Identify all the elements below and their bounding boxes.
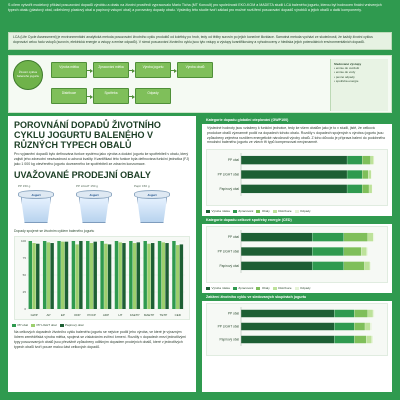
y-category-label: PP obal bbox=[227, 158, 239, 163]
stacked-bar-segment bbox=[370, 323, 371, 331]
flow-node: Výroba obalů bbox=[177, 62, 213, 78]
ced-chart bbox=[206, 226, 388, 283]
stacked-bar-segment bbox=[369, 185, 372, 194]
lifecycle-circle: Životní cyklus baleného jogurtu bbox=[13, 60, 43, 90]
bar bbox=[86, 241, 89, 309]
x-tick-label: CED bbox=[174, 313, 181, 318]
x-tick-label: AP bbox=[46, 313, 51, 318]
stacked-bar-segment bbox=[344, 262, 365, 271]
x-tick-label: TETP bbox=[159, 313, 168, 318]
bar bbox=[118, 243, 121, 310]
legend-item bbox=[233, 209, 254, 213]
stacked-bar-segment bbox=[370, 262, 371, 271]
y-category-label: Papírový obal bbox=[219, 337, 239, 342]
stacked-bar-segment bbox=[334, 310, 354, 318]
legend-swatch bbox=[273, 287, 277, 290]
bar bbox=[180, 245, 183, 310]
legend-label: PP LIGHT obal bbox=[36, 323, 57, 328]
legend-label: Odpady bbox=[300, 286, 311, 291]
left-paragraph: Pro vyjasnění dopadů bylo definována funkce systému jako výroba a dodání jogurtu ke spotřebiteli v obalu, který zajistí jeho zdravotní nezávadnost a uchová kvality. Kvantifikaci této funkce byla definována funkční jednotka (FJ) jako 1 000 kg otevřeného jogurtu dovezeného ke spotřebiteli ze zdravím konzumace. bbox=[14, 152, 190, 166]
bar bbox=[47, 243, 50, 310]
stacked-bar-segment bbox=[365, 323, 370, 331]
yogurt-cup-icon bbox=[18, 190, 54, 224]
right-column bbox=[202, 116, 392, 392]
legend-label: Zpracování bbox=[238, 209, 254, 214]
bar bbox=[158, 241, 161, 309]
legend-swatch bbox=[233, 210, 237, 213]
stacked-bar-segment bbox=[362, 156, 370, 165]
stacked-bar-segment bbox=[241, 310, 334, 318]
stacked-bar-segment bbox=[312, 233, 344, 242]
legend-item bbox=[60, 323, 84, 327]
output-item: • emise do ovzduší bbox=[334, 66, 360, 71]
legend-item bbox=[12, 323, 28, 327]
legend-swatch bbox=[256, 287, 260, 290]
x-tick-label: ADP bbox=[102, 313, 110, 318]
x-tick-label: HT bbox=[118, 313, 123, 318]
stacked-bar-segment bbox=[367, 247, 368, 256]
legend-swatch bbox=[206, 287, 210, 290]
cup-label: Papír 150 g bbox=[134, 184, 150, 189]
stacked-bar-segment bbox=[241, 336, 334, 344]
stacked-bar-segment bbox=[368, 233, 374, 242]
x-tick-label: EP bbox=[60, 313, 65, 318]
ced-header: Kategorie dopadu celkové spotřeby energie (CED) bbox=[202, 216, 392, 224]
bar bbox=[36, 244, 39, 309]
bar bbox=[94, 242, 97, 309]
legend-label: Výroba mléka bbox=[211, 286, 230, 291]
bar bbox=[104, 244, 107, 309]
legend-item bbox=[273, 209, 292, 213]
bar bbox=[133, 243, 136, 309]
y-tick-label: 50 bbox=[22, 273, 26, 278]
legend-item bbox=[256, 209, 269, 213]
legend-swatch bbox=[31, 324, 35, 327]
cup-lid-brand: Jogurt bbox=[76, 190, 112, 199]
stacked-bar-segment bbox=[362, 170, 368, 179]
flow-arrow bbox=[87, 96, 91, 97]
output-item: • emise do vody bbox=[334, 70, 356, 75]
y-tick-label: 100 bbox=[20, 239, 26, 244]
stacked-bar-segment bbox=[241, 233, 312, 242]
y-tick-label: 25 bbox=[22, 290, 26, 295]
flow-arrow bbox=[129, 96, 133, 97]
legend-item bbox=[295, 209, 311, 213]
legend-swatch bbox=[273, 210, 277, 213]
bar bbox=[32, 243, 35, 309]
stacked-bar-segment bbox=[354, 310, 367, 318]
y-category-label: PP obal bbox=[227, 311, 239, 316]
stacked-bar-segment bbox=[241, 323, 334, 331]
legend-swatch bbox=[233, 287, 237, 290]
legend-label: Obaly bbox=[261, 209, 270, 214]
stacked-bar-segment bbox=[368, 310, 373, 318]
legend-item bbox=[206, 286, 230, 290]
left-title: POROVNÁNÍ DOPADŮ ŽIVOTNÍHO CYKLU JOGURTU BALENÉHO V RŮZNÝCH TYPECH OBALŮ bbox=[14, 120, 161, 150]
bar bbox=[79, 241, 82, 309]
stacked-bar-segment bbox=[354, 323, 365, 331]
intro-text: S cílem vytvořit modelový příklad posuzování dopadů výrobku a obalu na životní prostředí vypracovalo Mario Ticha (MT Koncult) pro společnosti EKO-KOM a MADETA studii LCA baleného jogurtu, kterou byl hodnocen finální vrstvených typech obalu (plastový obal, odlehčený plastový obal a papírový vstupní obal) a porovnány dopady obalu. Výsledky této studie tvoří základ pro možné rozšíření posuzování dopadů výrobků a jejich obalů o další komponenty. bbox=[8, 3, 382, 13]
bar bbox=[143, 241, 146, 309]
legend-item bbox=[256, 286, 269, 290]
y-category-label: PP LIGHT obal bbox=[217, 324, 239, 329]
legend-label: Zpracování bbox=[238, 286, 254, 291]
bar bbox=[72, 241, 75, 309]
cup-body bbox=[79, 197, 109, 223]
y-category-label: PP LIGHT obal bbox=[217, 249, 239, 254]
output-item: • pevné odpady bbox=[334, 74, 355, 79]
legend-item bbox=[31, 323, 57, 327]
burden-chart bbox=[206, 303, 388, 356]
y-tick-label: 0 bbox=[24, 307, 26, 312]
stacked-bar-segment bbox=[344, 233, 368, 242]
stacked-bar-segment bbox=[241, 156, 347, 165]
stacked-bar-segment bbox=[344, 247, 361, 256]
cup-label: PP LIGHT 150 g bbox=[76, 184, 98, 189]
y-category-label: PP obal bbox=[227, 235, 239, 240]
flow-arrow bbox=[87, 70, 91, 71]
flow-node: Výroba mléka bbox=[51, 62, 87, 78]
yogurt-cup-icon bbox=[134, 190, 170, 224]
stacked-bar-segment bbox=[368, 170, 371, 179]
stacked-bar-segment bbox=[347, 156, 362, 165]
stacked-bar-segment bbox=[334, 323, 354, 331]
legend-swatch bbox=[60, 324, 64, 327]
stacked-bar-segment bbox=[347, 185, 362, 194]
bar bbox=[147, 244, 150, 309]
legend-label: PP obal bbox=[17, 323, 28, 328]
bar bbox=[115, 241, 118, 309]
stacked-bar-segment bbox=[373, 233, 374, 242]
cup-label: PP 150 g bbox=[18, 184, 31, 189]
legend-label: Výroba mléka bbox=[211, 209, 230, 214]
outputs-title: Sledované výstupy bbox=[334, 62, 362, 66]
bar bbox=[151, 243, 154, 309]
y-category-label: PP LIGHT obal bbox=[217, 172, 239, 177]
impact-chart-caption: Dopady spojené se životním cyklem baleného jogurtu bbox=[14, 229, 95, 234]
bar bbox=[129, 241, 132, 309]
y-category-label: Papírový obal bbox=[219, 264, 239, 269]
legend-swatch bbox=[256, 210, 260, 213]
legend-label: Odpady bbox=[300, 209, 311, 214]
bar bbox=[65, 242, 68, 309]
stacked-bar-segment bbox=[347, 170, 362, 179]
flow-node: Zpracování mléka bbox=[93, 62, 129, 78]
legend-item bbox=[295, 286, 311, 290]
gwp-chart bbox=[206, 149, 388, 206]
stacked-bar-segment bbox=[373, 310, 374, 318]
x-tick-label: ODP bbox=[74, 313, 81, 318]
bar bbox=[137, 243, 140, 310]
legend-swatch bbox=[295, 287, 299, 290]
legend-item bbox=[273, 286, 292, 290]
left-footer-text: Na celkových dopadech životního cyklu baleného jogurtu se nejvíce podílí jeho výroba, ve které je výrazným lídrem zemědělská výroba mléka, spojená se získáváním zvířecí krmení. Rozdíly v dopadech mezi jednotlivými typy posuzovaných obalů jsou převážně způsobeny odlišným dopadem prodejních obalů, které v jednotlivých typech obalů tvoří pouze malou část celkových dopadů. bbox=[14, 330, 186, 349]
bar bbox=[29, 241, 32, 309]
flow-node: Spotřeba bbox=[93, 88, 129, 104]
left-column bbox=[8, 116, 196, 392]
x-tick-label: GWP bbox=[30, 313, 38, 318]
stacked-bar-segment bbox=[312, 262, 344, 271]
gwp-chart-legend bbox=[202, 208, 392, 214]
bar bbox=[50, 243, 53, 309]
ced-chart-legend bbox=[202, 285, 392, 291]
legend-swatch bbox=[206, 210, 210, 213]
legend-label: Distribuce bbox=[278, 286, 292, 291]
flow-arrow bbox=[171, 70, 175, 71]
bar bbox=[165, 243, 168, 309]
gwp-header: Kategorie dopadu globální oteplování (GWP100) bbox=[202, 116, 392, 124]
stacked-bar-segment bbox=[366, 336, 371, 344]
stacked-bar-segment bbox=[241, 262, 312, 271]
legend-item bbox=[233, 286, 254, 290]
bar bbox=[172, 241, 175, 309]
gwp-paragraph: Výsledné hodnoty jsou vztaženy k funkční jednotce, tedy ke všem obalům jako je to v studii, jistě, že celková produkce obalů významně podílí na dopadech tohoto obalu. Rozdíly v dopadech spojených s výrobou jogurtu jsou způsobeny zejména rozdílem energetické náročnosti výroby obalů. Z toho důvodu je příprava balení do podobného množství baleného jogurtu ze všech tří typů kompenzovat nevýznamně. bbox=[207, 126, 386, 145]
stacked-bar-segment bbox=[362, 185, 369, 194]
lca-definition-box: LCA (Life Cycle Assessment) je environmentální analytická metoda posuzování životního cyklu produktů od kolébky po hrob, tedy od těžby surovin po jejich konečné likvidace. Samotná metoda vychází ze skutečnosti, že každý životní cyklus doprovází celou řadu vstupů (surovin, elektrická energie a vstupy a emise odpadů). V rámci posuzování životního cyklu jsou tyto vstupy a výstupy kvantifikovány a vyhodnoceny z hlediska jejich potenciálních environmentálních dopadů. bbox=[8, 32, 392, 50]
legend-item bbox=[206, 209, 230, 213]
stacked-bar-segment bbox=[241, 185, 347, 194]
cup-lid-brand: Jogurt bbox=[134, 190, 170, 199]
stacked-bar-segment bbox=[361, 247, 367, 256]
bar bbox=[75, 245, 78, 310]
bar bbox=[43, 241, 46, 309]
stacked-bar-segment bbox=[334, 336, 354, 344]
legend-label: Distribuce bbox=[278, 209, 292, 214]
bar bbox=[100, 241, 103, 309]
flow-node: Výroba jogurtu bbox=[135, 62, 171, 78]
bar bbox=[176, 245, 179, 309]
bar bbox=[108, 245, 111, 310]
lifecycle-diagram bbox=[8, 55, 392, 113]
bar bbox=[90, 243, 93, 309]
packaging-subtitle: UVAŽOVANÉ PRODEJNÍ OBALY bbox=[14, 170, 151, 181]
outputs-panel bbox=[330, 59, 388, 111]
legend-swatch bbox=[12, 324, 16, 327]
flow-node: Distribuce bbox=[51, 88, 87, 104]
cup-body bbox=[21, 197, 51, 223]
stacked-bar-segment bbox=[364, 262, 370, 271]
x-tick-label: POCP bbox=[87, 313, 96, 318]
bar bbox=[61, 242, 64, 309]
impact-bar-chart bbox=[14, 236, 190, 320]
bar bbox=[122, 243, 125, 309]
stacked-bar-segment bbox=[372, 336, 373, 344]
legend-label: Obaly bbox=[261, 286, 270, 291]
stacked-bar-segment bbox=[371, 170, 372, 179]
x-tick-label: FAETP bbox=[129, 313, 140, 318]
stacked-bar-segment bbox=[354, 336, 366, 344]
legend-swatch bbox=[295, 210, 299, 213]
x-tick-label: MAETP bbox=[143, 313, 155, 318]
cup-body bbox=[137, 197, 167, 223]
stacked-bar-segment bbox=[241, 170, 347, 179]
stacked-bar-segment bbox=[374, 156, 375, 165]
burden-header: Zatížení životního cyklu ve sledovaných skupinách jogurtu bbox=[202, 293, 392, 301]
y-category-label: Papírový obal bbox=[219, 187, 239, 192]
yogurt-cup-icon bbox=[76, 190, 112, 224]
output-item: • spotřeba energie bbox=[334, 78, 359, 83]
packaging-cups bbox=[14, 184, 190, 226]
legend-label: Papírový obal bbox=[65, 323, 84, 328]
bar bbox=[162, 243, 165, 310]
bar bbox=[57, 241, 60, 309]
y-tick-label: 75 bbox=[22, 256, 26, 261]
stacked-bar-segment bbox=[241, 247, 312, 256]
stacked-bar-segment bbox=[371, 156, 374, 165]
flow-node: Odpady bbox=[135, 88, 171, 104]
flow-arrow bbox=[129, 70, 133, 71]
cup-lid-brand: Jogurt bbox=[18, 190, 54, 199]
stacked-bar-segment bbox=[312, 247, 344, 256]
